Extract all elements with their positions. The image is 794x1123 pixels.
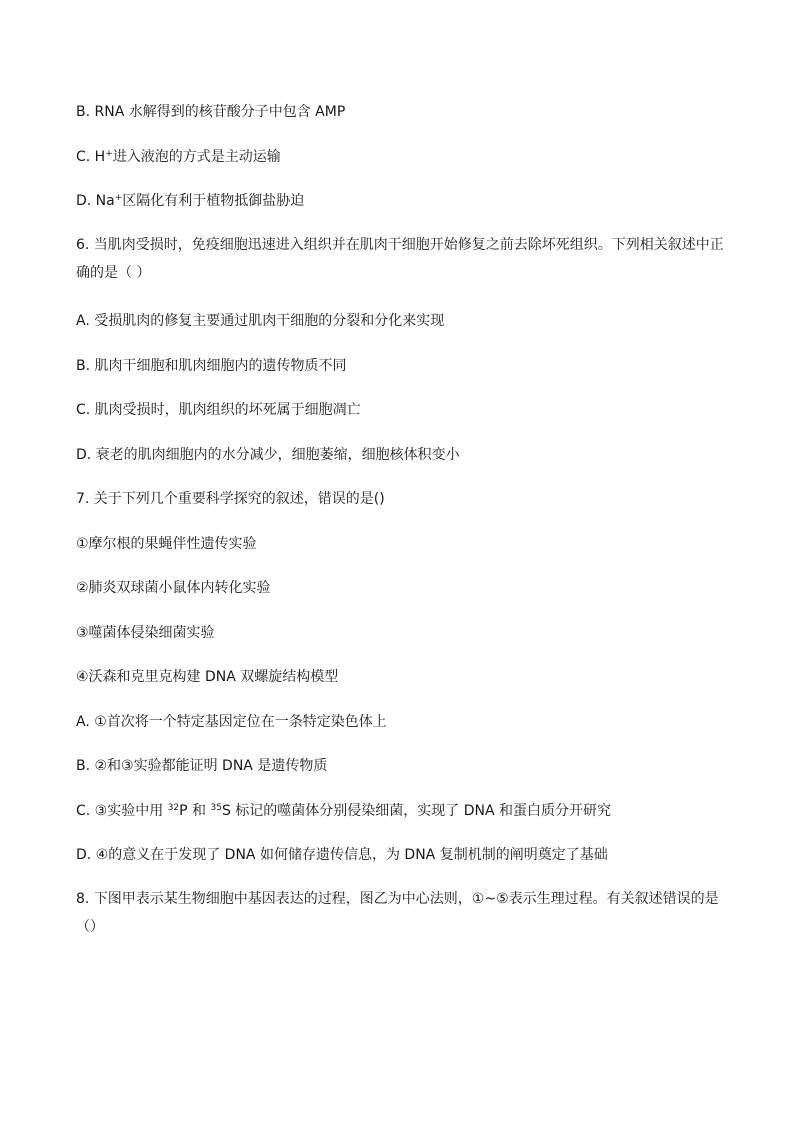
q7-item-2: ②肺炎双球菌小鼠体内转化实验: [76, 580, 271, 596]
q8-stem: 8. 下图甲表示某生物细胞中基因表达的过程，图乙为中心法则，①~⑤表示生理过程。有关叙述错误的是（）: [76, 891, 719, 935]
q7-option-b: B. ②和③实验都能证明 DNA 是遗传物质: [76, 758, 328, 774]
q7-option-c-superscript-32: 32: [167, 803, 180, 813]
q5-option-d-superscript: +: [114, 193, 123, 203]
q5-option-d-text: D. Na: [76, 193, 115, 209]
q7-option-c-rest: S 标记的噬菌体分别侵染细菌，实现了 DNA 和蛋白质分开研究: [221, 803, 612, 819]
q7-stem: 7. 关于下列几个重要科学探究的叙述，错误的是(): [76, 491, 385, 507]
q5-option-d-rest: 区隔化有利于植物抵御盐胁迫: [122, 193, 305, 209]
q6-option-c: C. 肌肉受损时，肌肉组织的坏死属于细胞凋亡: [76, 402, 361, 418]
q7-option-c-text: C. ③实验中用: [76, 803, 168, 819]
q5-option-c-superscript: +: [105, 149, 113, 159]
q7-item-4: ④沃森和克里克构建 DNA 双螺旋结构模型: [76, 669, 339, 685]
q6-option-d: D. 衰老的肌肉细胞内的水分减少，细胞萎缩，细胞核体积变小: [76, 447, 460, 463]
q5-option-d: [76, 190, 734, 212]
q7-option-c-superscript-35: 35: [210, 803, 222, 813]
q5-option-c-text: C. H: [76, 149, 106, 165]
q7-option-c: [76, 800, 734, 822]
q7-item-1: ①摩尔根的果蝇伴性遗传实验: [76, 536, 257, 552]
q7-option-c-mid: P 和: [179, 803, 211, 819]
q6-stem: 6. 当肌肉受损时，免疫细胞迅速进入组织并在肌肉干细胞开始修复之前去除坏死组织。下列相关叙述中正确的是（ ）: [76, 237, 724, 281]
q5-option-b: B. RNA 水解得到的核苷酸分子中包含 AMP: [76, 104, 346, 120]
q5-option-c-rest: 进入液泡的方式是主动运输: [112, 149, 281, 165]
q6-option-a: A. 受损肌肉的修复主要通过肌肉干细胞的分裂和分化来实现: [76, 313, 445, 329]
q6-option-b: B. 肌肉干细胞和肌肉细胞内的遗传物质不同: [76, 358, 347, 374]
q5-option-c: [76, 146, 734, 168]
q7-option-a: A. ①首次将一个特定基因定位在一条特定染色体上: [76, 714, 387, 730]
q7-item-3: ③噬菌体侵染细菌实验: [76, 625, 215, 641]
q7-option-d: D. ④的意义在于发现了 DNA 如何储存遗传信息，为 DNA 复制机制的阐明奠定了基础: [76, 847, 608, 863]
